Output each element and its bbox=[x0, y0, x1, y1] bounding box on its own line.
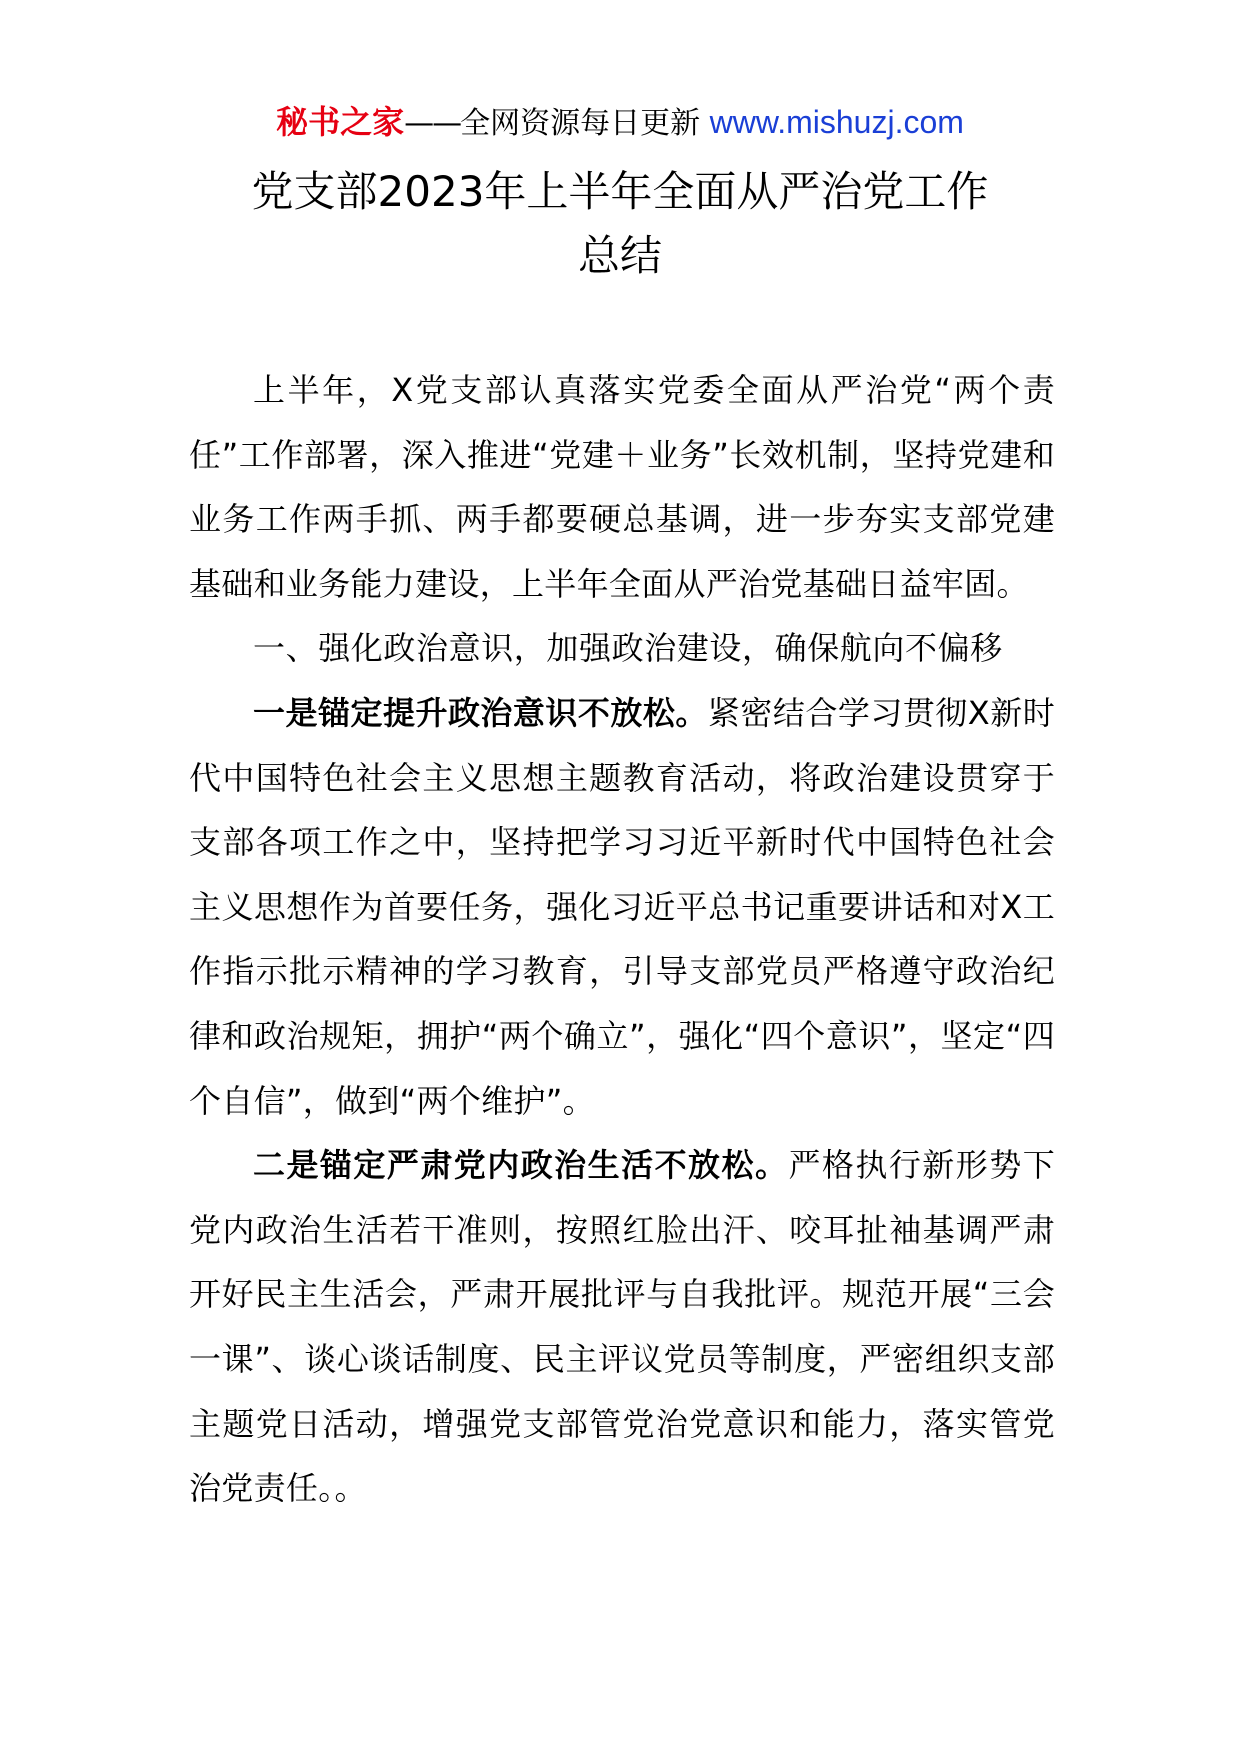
banner-dash: —— bbox=[404, 106, 461, 141]
site-banner bbox=[0, 102, 1240, 144]
document-title-line-2: 总结 bbox=[577, 231, 662, 280]
document-body bbox=[189, 358, 1055, 1521]
banner-url-link[interactable]: www.mishuzj.com bbox=[709, 104, 964, 140]
banner-brand: 秘书之家 bbox=[276, 103, 405, 141]
document-title-line-1: 党支部2023年上半年全面从严治党工作 bbox=[251, 167, 989, 216]
item-1-lead: 一是锚定提升政治意识不放松。 bbox=[253, 693, 708, 732]
item-1-text: 紧密结合学习贯彻X新时代中国特色社会主义思想主题教育活动，将政治建设贯穿于支部各项工作之中，坚持把学习习近平新时代中国特色社会主义思想作为首要任务，强化习近平总书记重要讲话和对X工作指示批示精神的学习教育，引导支部党员严格遵守政治纪律和政治规矩，拥护“两个确立”，强化“四个意识”，坚定“四个自信”，做到“两个维护”。 bbox=[189, 693, 1055, 1120]
item-2-paragraph bbox=[189, 1133, 1055, 1521]
banner-slogan: 全网资源每日更新 bbox=[460, 106, 701, 141]
section-1-heading: 一、强化政治意识，加强政治建设，确保航向不偏移 bbox=[253, 629, 1003, 668]
item-2-text: 严格执行新形势下党内政治生活若干准则，按照红脸出汗、咬耳扯袖基调严肃开好民主生活会，严肃开展批评与自我批评。规范开展“三会一课”、谈心谈话制度、民主评议党员等制度，严密组织支部主题党日活动，增强党支部管党治党意识和能力，落实管党治党责任。。 bbox=[189, 1146, 1055, 1508]
document-title bbox=[150, 160, 1090, 288]
item-2-lead: 二是锚定严肃党内政治生活不放松。 bbox=[253, 1146, 789, 1185]
item-1-paragraph bbox=[189, 681, 1055, 1133]
intro-paragraph: 上半年，X党支部认真落实党委全面从严治党“两个责任”工作部署，深入推进“党建＋业务”长效机制，坚持党建和业务工作两手抓、两手都要硬总基调，进一步夯实支部党建基础和业务能力建设，上半年全面从严治党基础日益牢固。 bbox=[189, 371, 1055, 603]
